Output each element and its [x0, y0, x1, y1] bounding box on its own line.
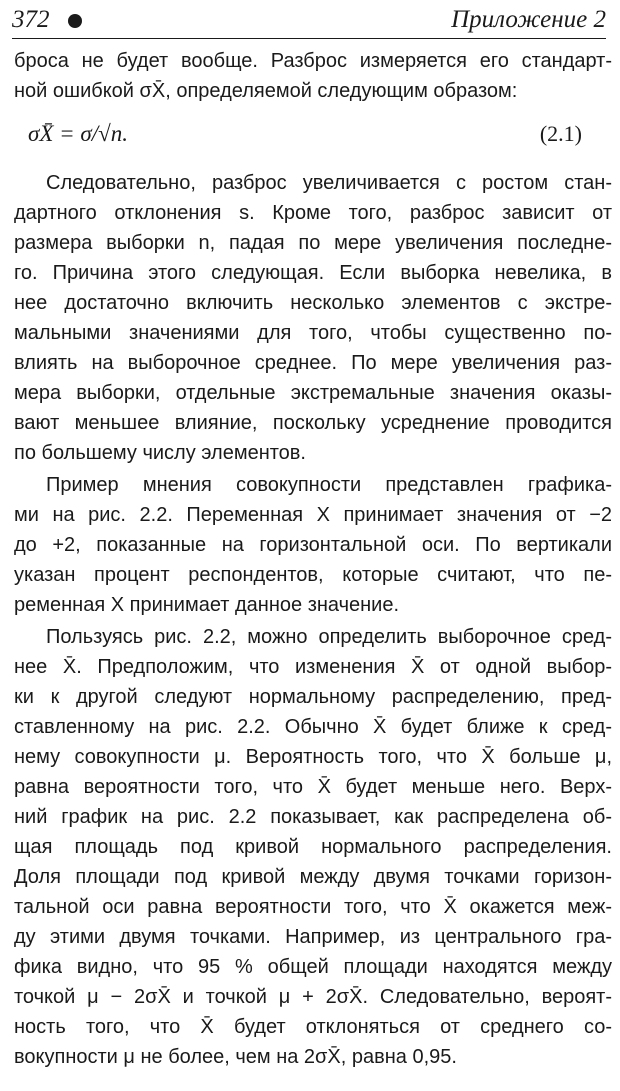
formula: σX̄ = σ/√n. — [28, 121, 129, 146]
page-header — [12, 6, 606, 40]
page-number: 372 — [12, 6, 50, 33]
text-line: по большему числу элементов. — [14, 442, 306, 464]
section-title: Приложение 2 — [451, 6, 606, 33]
bullet-dot-icon — [68, 14, 82, 28]
text-line: фика видно, что 95 % общей площади находятся между — [14, 956, 612, 978]
text-line: точкой μ − 2σX̄ и точкой μ + 2σX̄. Следовательно, вероят- — [14, 986, 612, 1008]
text-line: Пример мнения совокупности представлен графика- — [46, 474, 612, 496]
text-line: мальными значениями для того, чтобы существенно по- — [14, 322, 612, 344]
text-line: мера выборки, отдельные экстремальные значения оказы- — [14, 382, 612, 404]
text-line: ки к другой следуют нормальному распределению, пред- — [14, 686, 612, 708]
text-line: броса не будет вообще. Разброс измеряется его стандарт- — [14, 50, 612, 72]
equation-number: (2.1) — [539, 121, 582, 146]
text-line: ременная X принимает данное значение. — [14, 594, 400, 616]
text-line: Пользуясь рис. 2.2, можно определить выборочное сред- — [46, 626, 612, 648]
text-line: дартного отклонения s. Кроме того, разброс зависит от — [14, 202, 612, 224]
text-line: тальной оси равна вероятности того, что X̄ окажется меж- — [14, 896, 612, 918]
text-line: ной ошибкой σX̄, определяемой следующим образом: — [14, 80, 518, 102]
text-line: ставленному на рис. 2.2. Обычно X̄ будет ближе к сред- — [14, 716, 612, 738]
text-line: ность того, что X̄ будет отклоняться от среднего со- — [14, 1016, 612, 1038]
text-line: нее X̄. Предположим, что изменения X̄ от одной выбор- — [14, 656, 612, 678]
header-divider — [12, 38, 606, 39]
text-line: влиять на выборочное среднее. По мере увеличения раз- — [14, 352, 612, 374]
text-line: нее достаточно включить несколько элементов с экстре- — [14, 292, 612, 314]
text-line: Следовательно, разброс увеличивается с ростом стан- — [46, 172, 612, 194]
text-line: размера выборки n, падая по мере увеличения последне- — [14, 232, 612, 254]
text-line: до +2, показанные на горизонтальной оси. По вертикали — [14, 534, 612, 556]
text-line: Доля площади под кривой между двумя точками горизон- — [14, 866, 612, 888]
text-line: указан процент респондентов, которые считают, что пе- — [14, 564, 612, 586]
text-line: вают меньшее влияние, поскольку усреднение проводится — [14, 412, 612, 434]
text-line: ний график на рис. 2.2 показывает, как распределена об- — [14, 806, 612, 828]
text-line: вокупности μ не более, чем на 2σX̄, равна 0,95. — [14, 1046, 457, 1068]
text-line: равна вероятности того, что X̄ будет меньше него. Верх- — [14, 776, 612, 798]
text-line: ми на рис. 2.2. Переменная X принимает значения от −2 — [14, 504, 612, 526]
text-line: го. Причина этого следующая. Если выборка невелика, в — [14, 262, 612, 284]
text-line: нему совокупности μ. Вероятность того, что X̄ больше μ, — [14, 746, 612, 768]
text-line: щая площадь под кривой нормального распределения. — [14, 836, 612, 858]
text-line: ду этими двумя точками. Например, из центрального гра- — [14, 926, 612, 948]
